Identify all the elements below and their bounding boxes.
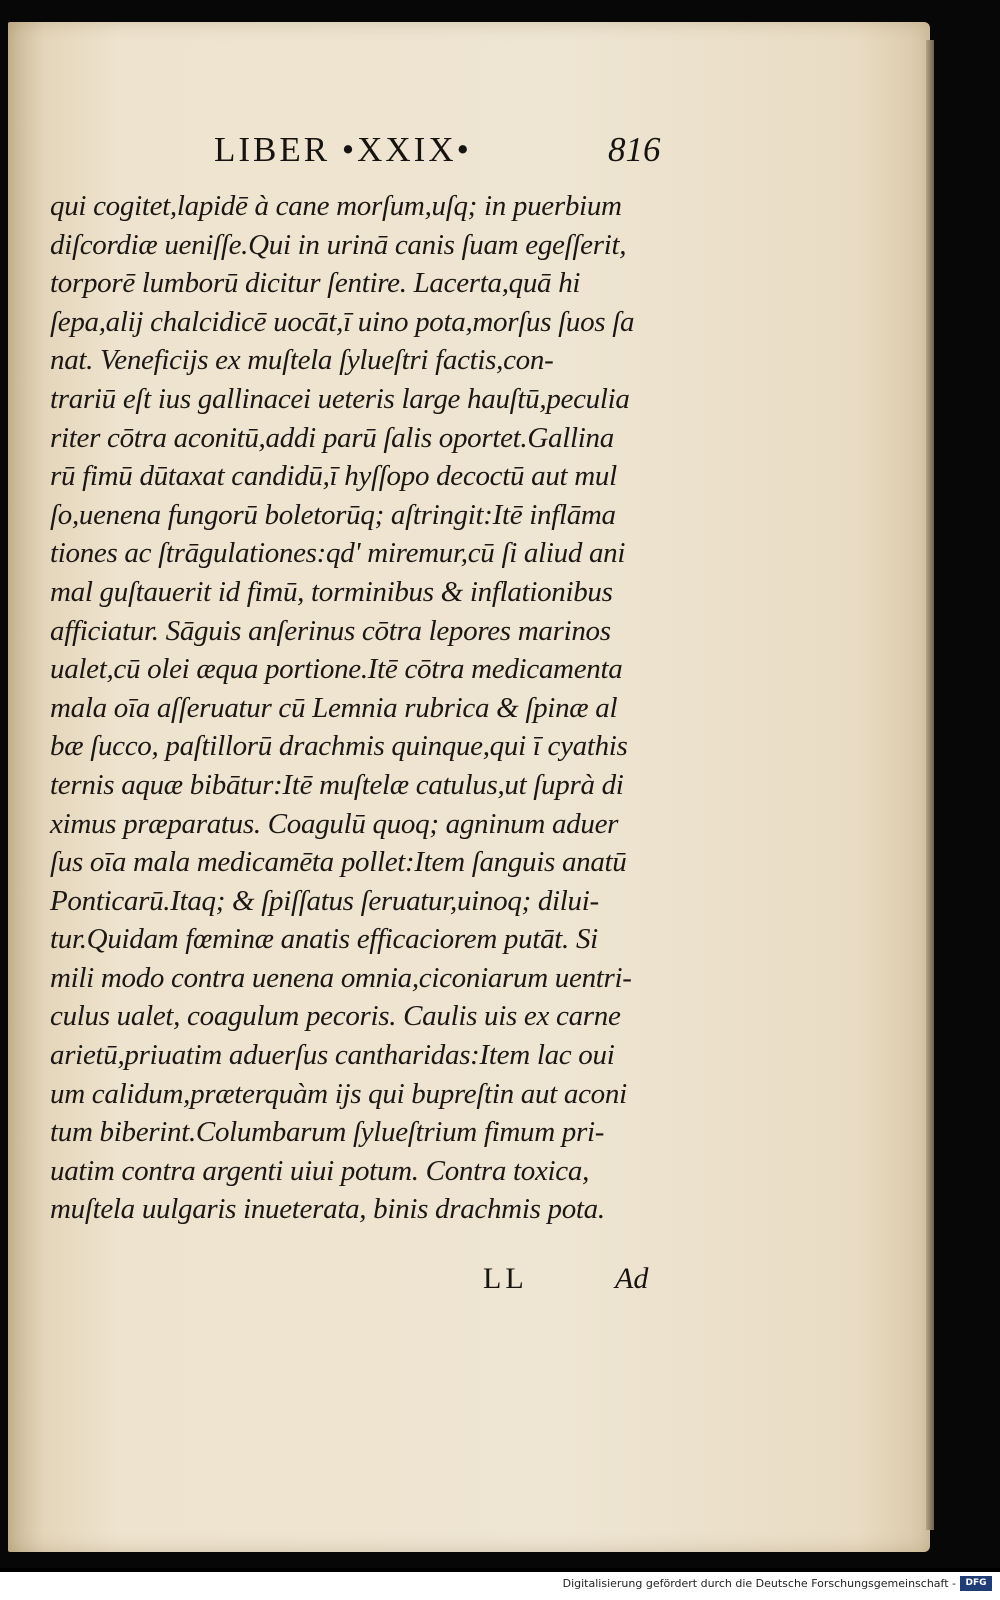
body-text bbox=[50, 187, 670, 1229]
text-line: tum biberint.Columbarum ſylueſtrium fimum pri- bbox=[50, 1116, 605, 1149]
page-header bbox=[8, 130, 930, 176]
funding-credit: Digitalisierung gefördert durch die Deutsche Forschungsgemeinschaft - bbox=[562, 1577, 956, 1590]
digitization-footer bbox=[0, 1572, 1000, 1600]
text-line: riter cōtra aconitū,addi parū ſalis oportet.Gallina bbox=[50, 421, 614, 454]
text-line: mili modo contra uenena omnia,ciconiarum uentri- bbox=[50, 961, 632, 994]
text-line: ſo,uenena fungorū boletorūq; aſtringit:Itē inflāma bbox=[50, 498, 616, 531]
text-line: torporē lumborū dicitur ſentire. Lacerta,quā hi bbox=[50, 267, 581, 300]
text-line: nat. Veneficijs ex muſtela ſylueſtri factis,con- bbox=[50, 344, 554, 377]
text-line: rū fimū dūtaxat candidū,ī hyſſopo decoctū aut mul bbox=[50, 460, 617, 493]
text-line: um calidum,præterquàm ijs qui bupreſtin aut aconi bbox=[50, 1077, 627, 1110]
text-line: bæ ſucco, paſtillorū drachmis quinque,qui ī cyathis bbox=[50, 730, 628, 763]
catchword: Ad bbox=[615, 1262, 649, 1295]
text-line: afficiatur. Sāguis anſerinus cōtra lepores marinos bbox=[50, 614, 611, 647]
signature-mark: LL bbox=[483, 1262, 528, 1295]
text-line: qui cogitet,lapidē à cane morſum,uſq; in puerbium bbox=[50, 190, 622, 222]
book-page bbox=[8, 22, 930, 1552]
text-line: tiones ac ſtrāgulationes:qd' miremur,cū ſi aliud ani bbox=[50, 537, 626, 570]
page-number: 816 bbox=[608, 130, 661, 169]
text-line: mala oīa aſſeruatur cū Lemnia rubrica & ſpinæ al bbox=[50, 691, 618, 724]
text-line: ualet,cū olei æqua portione.Itē cōtra medicamenta bbox=[50, 653, 623, 686]
text-line: trariū eſt ius gallinacei ueteris large hauſtū,peculia bbox=[50, 382, 630, 415]
text-line: uatim contra argenti uiui potum. Contra toxica, bbox=[50, 1154, 590, 1187]
text-line: mal guſtauerit id fimū, torminibus & inflationibus bbox=[50, 575, 613, 608]
text-line: tur.Quidam fœminæ anatis efficaciorem putāt. Si bbox=[50, 923, 598, 956]
text-line: Ponticarū.Itaq; & ſpiſſatus ſeruatur,uinoq; dilui- bbox=[50, 884, 599, 917]
text-line: diſcordiæ ueniſſe.Qui in urinā canis ſuam egeſſerit, bbox=[50, 228, 627, 261]
text-line: ximus præparatus. Coagulū quoq; agninum aduer bbox=[50, 807, 619, 840]
text-line: ſepa,alij chalcidicē uocāt,ī uino pota,morſus ſuos ſa bbox=[50, 305, 635, 338]
page-footer-marks bbox=[8, 1262, 930, 1302]
text-line: muſtela uulgaris inueterata, binis drachmis pota. bbox=[50, 1193, 605, 1226]
text-line: arietū,priuatim aduerſus cantharidas:Item lac oui bbox=[50, 1039, 615, 1072]
text-line: ternis aquæ bibātur:Itē muſtelæ catulus,ut ſuprà di bbox=[50, 768, 624, 801]
dfg-logo: DFG bbox=[960, 1576, 992, 1591]
running-head: LIBER •XXIX• bbox=[214, 130, 472, 169]
page-edge-shadow bbox=[926, 40, 934, 1530]
text-line: culus ualet, coagulum pecoris. Caulis uis ex carne bbox=[50, 1000, 621, 1033]
text-line: ſus oīa mala medicamēta pollet:Item ſanguis anatū bbox=[50, 846, 627, 879]
